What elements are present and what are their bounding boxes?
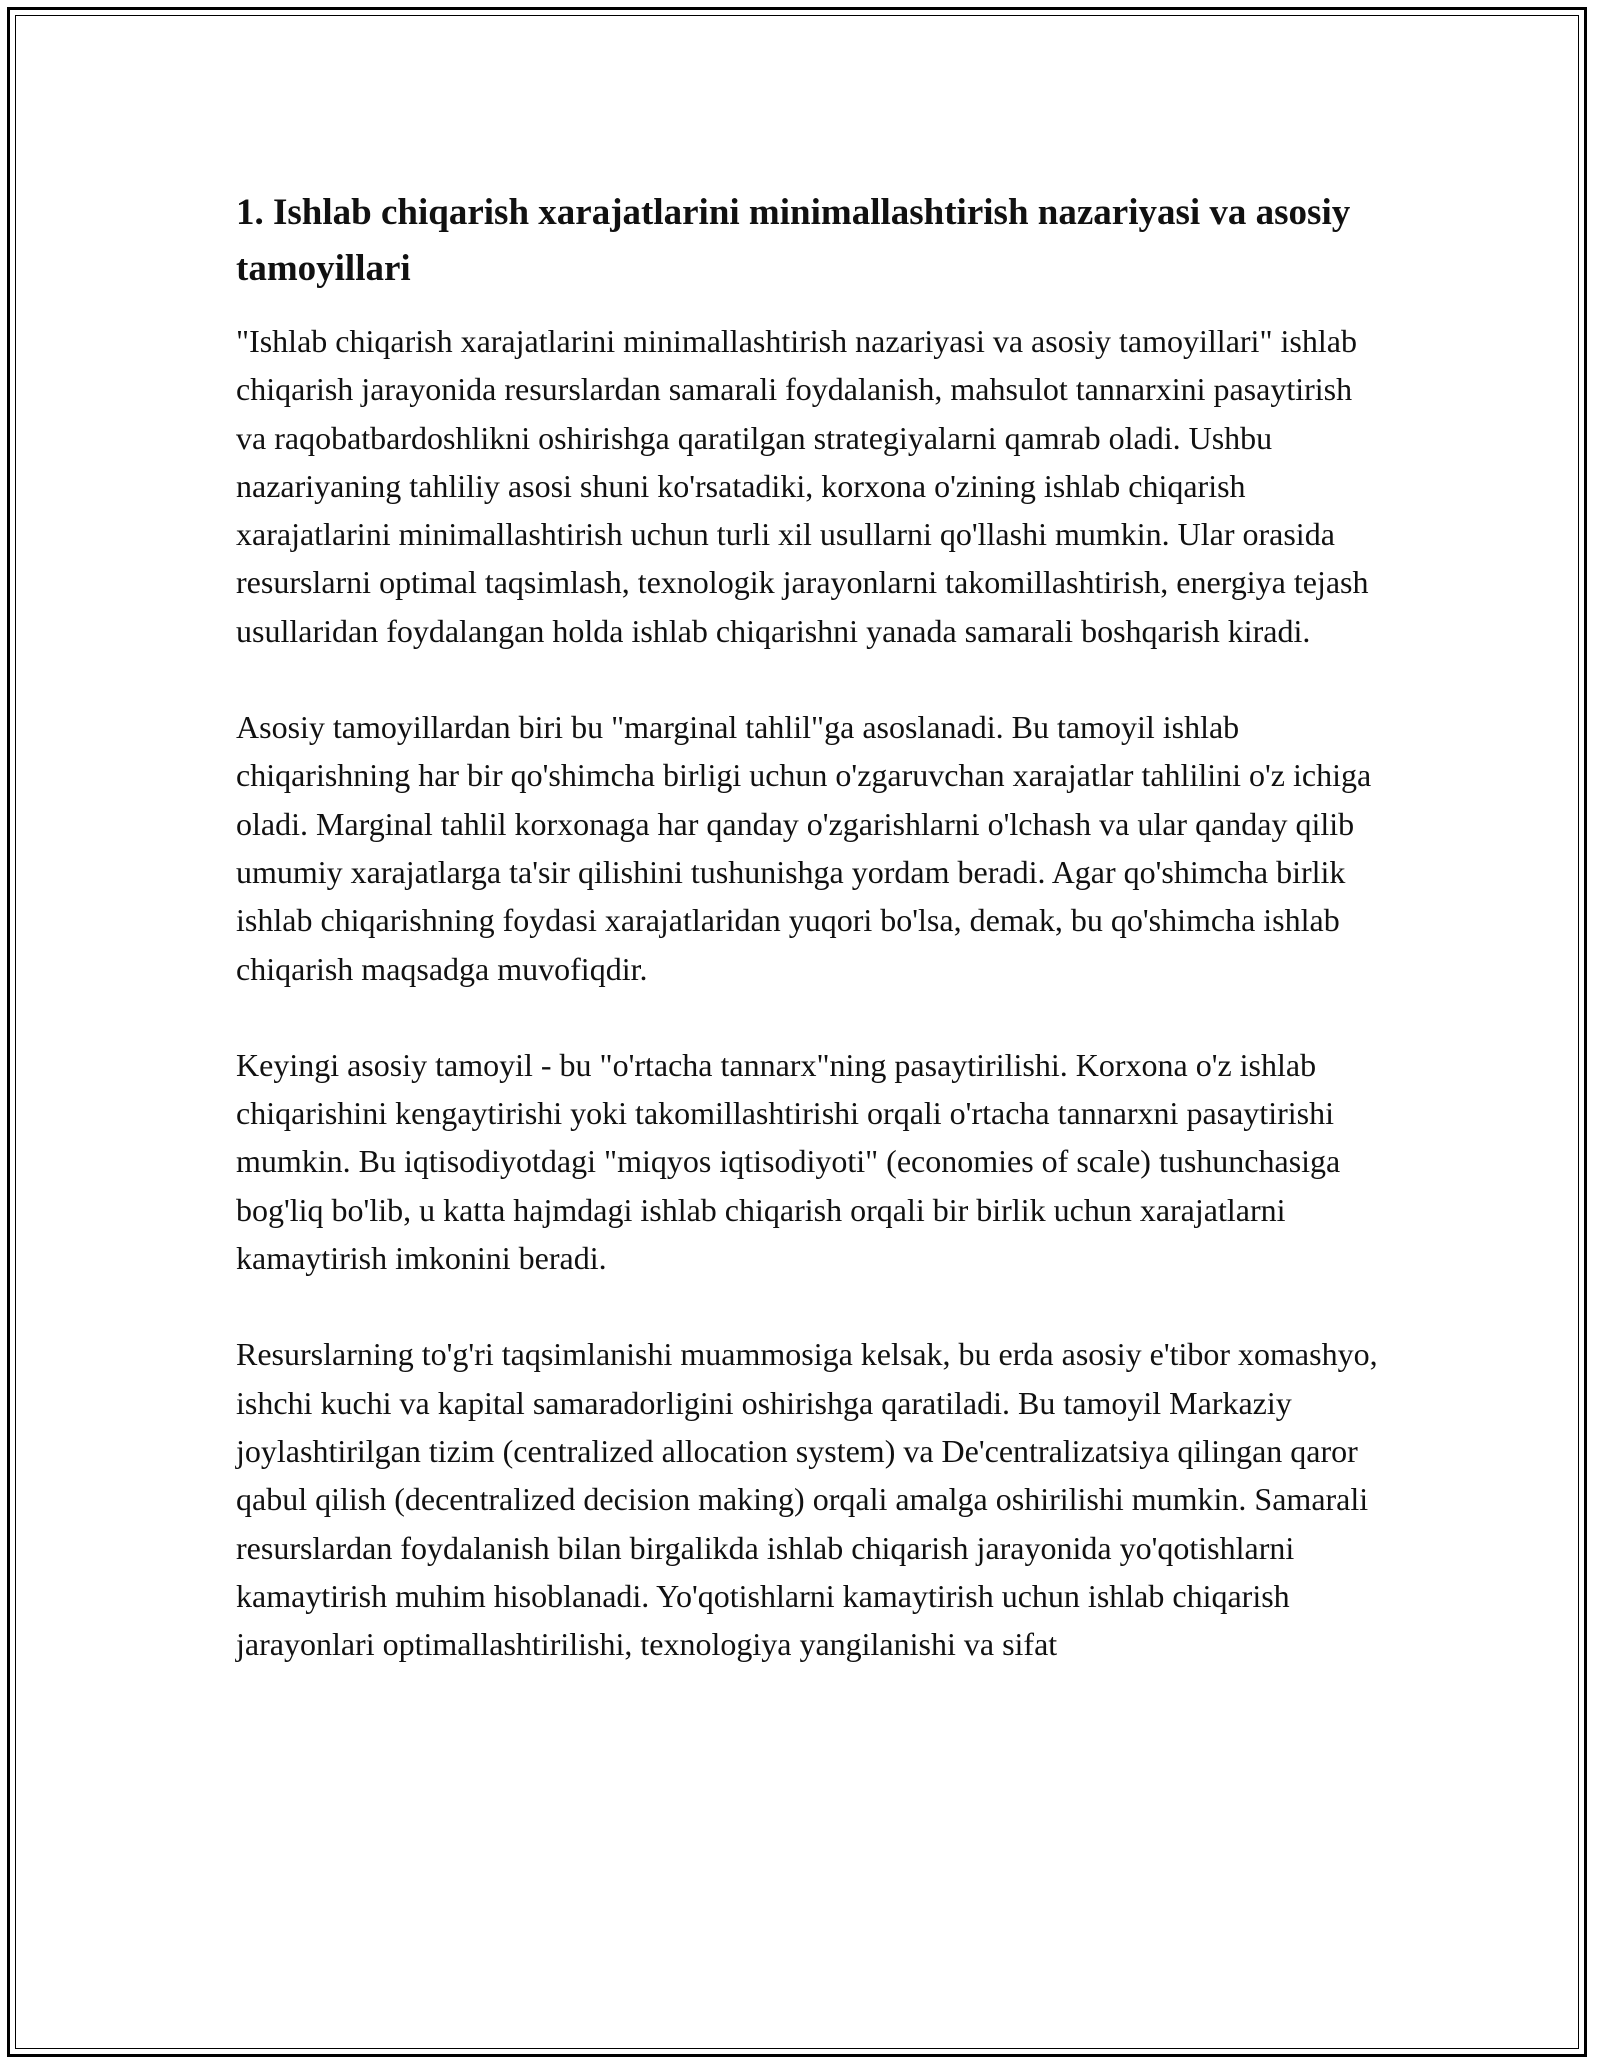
paragraph-marginal-analysis: Asosiy tamoyillardan biri bu "marginal tahlil"ga asoslanadi. Bu tamoyil ishlab chiqarishning har bir qo'shimcha birligi uchun o'zgaruvchan xarajatlar tahlilini o'z ichiga oladi. Marginal tahlil korxonaga har qanday o'zgarishlarni o'lchash va ular qanday qilib umumiy xarajatlarga ta'sir qilishini tushunishga yordam beradi. Agar qo'shimcha birlik ishlab chiqarishning foydasi xarajatlaridan yuqori bo'lsa, demak, bu qo'shimcha ishlab chiqarish maqsadga muvofiqdir. [236, 709, 1372, 987]
document-body [236, 185, 1381, 1716]
section-heading: 1. Ishlab chiqarish xarajatlarini minimallashtirish nazariyasi va asosiy tamoyillari [236, 192, 1351, 289]
paragraph-resource-allocation: Resurslarning to'g'ri taqsimlanishi muammosiga kelsak, bu erda asosiy e'tibor xomashyo, ishchi kuchi va kapital samaradorligini oshirishga qaratiladi. Bu tamoyil Markaziy joylashtirilgan tizim (centralized allocation system) va De'centralizatsiya qilingan qaror qabul qilish (decentralized decision making) orqali amalga oshirilishi mumkin. Samarali resurslardan foydalanish bilan birgalikda ishlab chiqarish jarayonida yo'qotishlarni kamaytirish muhim hisoblanadi. Yo'qotishlarni kamaytirish uchun ishlab chiqarish jarayonlari optimallashtirilishi, texnologiya yangilanishi va sifat [236, 1336, 1378, 1663]
paragraph-intro: "Ishlab chiqarish xarajatlarini minimallashtirish nazariyasi va asosiy tamoyillari" ishlab chiqarish jarayonida resurslardan samarali foydalanish, mahsulot tannarxini pasaytirish va raqobatbardoshlikni oshirishga qaratilgan strategiyalarni qamrab oladi. Ushbu nazariyaning tahliliy asosi shuni ko'rsatadiki, korxona o'zining ishlab chiqarish xarajatlarini minimallashtirish uchun turli xil usullarni qo'llashi mumkin. Ular orasida resurslarni optimal taqsimlash, texnologik jarayonlarni takomillashtirish, energiya tejash usullaridan foydalangan holda ishlab chiqarishni yanada samarali boshqarish kiradi. [236, 323, 1369, 649]
paragraph-average-cost: Keyingi asosiy tamoyil - bu "o'rtacha tannarx"ning pasaytirilishi. Korxona o'z ishlab chiqarishini kengaytirishi yoki takomillashtirishi orqali o'rtacha tannarxni pasaytirishi mumkin. Bu iqtisodiyotdagi "miqyos iqtisodiyoti" (economies of scale) tushunchasiga bog'liq bo'lib, u katta hajmdagi ishlab chiqarish orqali bir birlik uchun xarajatlarni kamaytirish imkonini beradi. [236, 1046, 1341, 1277]
